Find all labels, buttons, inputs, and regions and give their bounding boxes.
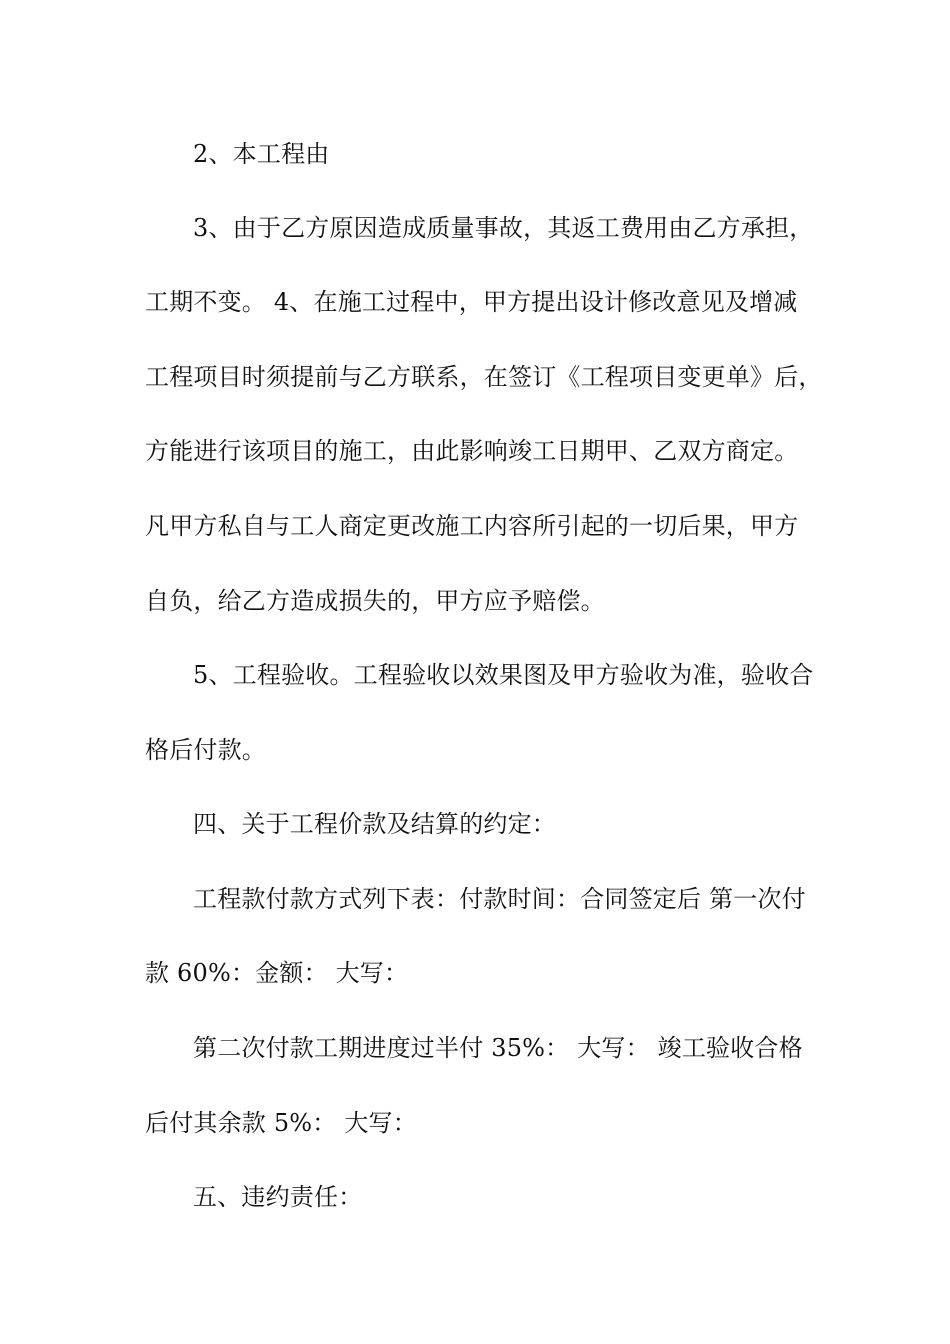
paragraph-line-13: 第二次付款工期进度过半付 35%： 大写： 竣工验收合格 (193, 1034, 803, 1062)
paragraph-line-1: 2、本工程由 (193, 140, 330, 168)
paragraph-line-12: 款 60%：金额： 大写： (145, 959, 409, 987)
paragraph-line-14: 后付其余款 5%： 大写： (145, 1109, 417, 1137)
section-heading-four: 四、关于工程价款及结算的约定： (193, 810, 556, 838)
paragraph-line-11: 工程款付款方式列下表：付款时间：合同签定后 第一次付 (193, 885, 806, 913)
paragraph-line-6: 凡甲方私自与工人商定更改施工内容所引起的一切后果，甲方 (145, 512, 799, 540)
paragraph-line-9: 格后付款。 (145, 736, 266, 764)
paragraph-line-8: 5、工程验收。工程验收以效果图及甲方验收为准，验收合 (193, 661, 814, 689)
paragraph-line-4: 工程项目时须提前与乙方联系，在签订《工程项目变更单》后， (145, 363, 823, 391)
paragraph-line-3: 工期不变。 4、在施工过程中，甲方提出设计修改意见及增减 (145, 288, 798, 316)
section-heading-five: 五、违约责任： (193, 1183, 363, 1211)
paragraph-line-5: 方能进行该项目的施工，由此影响竣工日期甲、乙双方商定。 (145, 437, 799, 465)
paragraph-line-2: 3、由于乙方原因造成质量事故，其返工费用由乙方承担， (193, 214, 814, 242)
paragraph-line-7: 自负，给乙方造成损失的，甲方应予赔偿。 (145, 587, 605, 615)
